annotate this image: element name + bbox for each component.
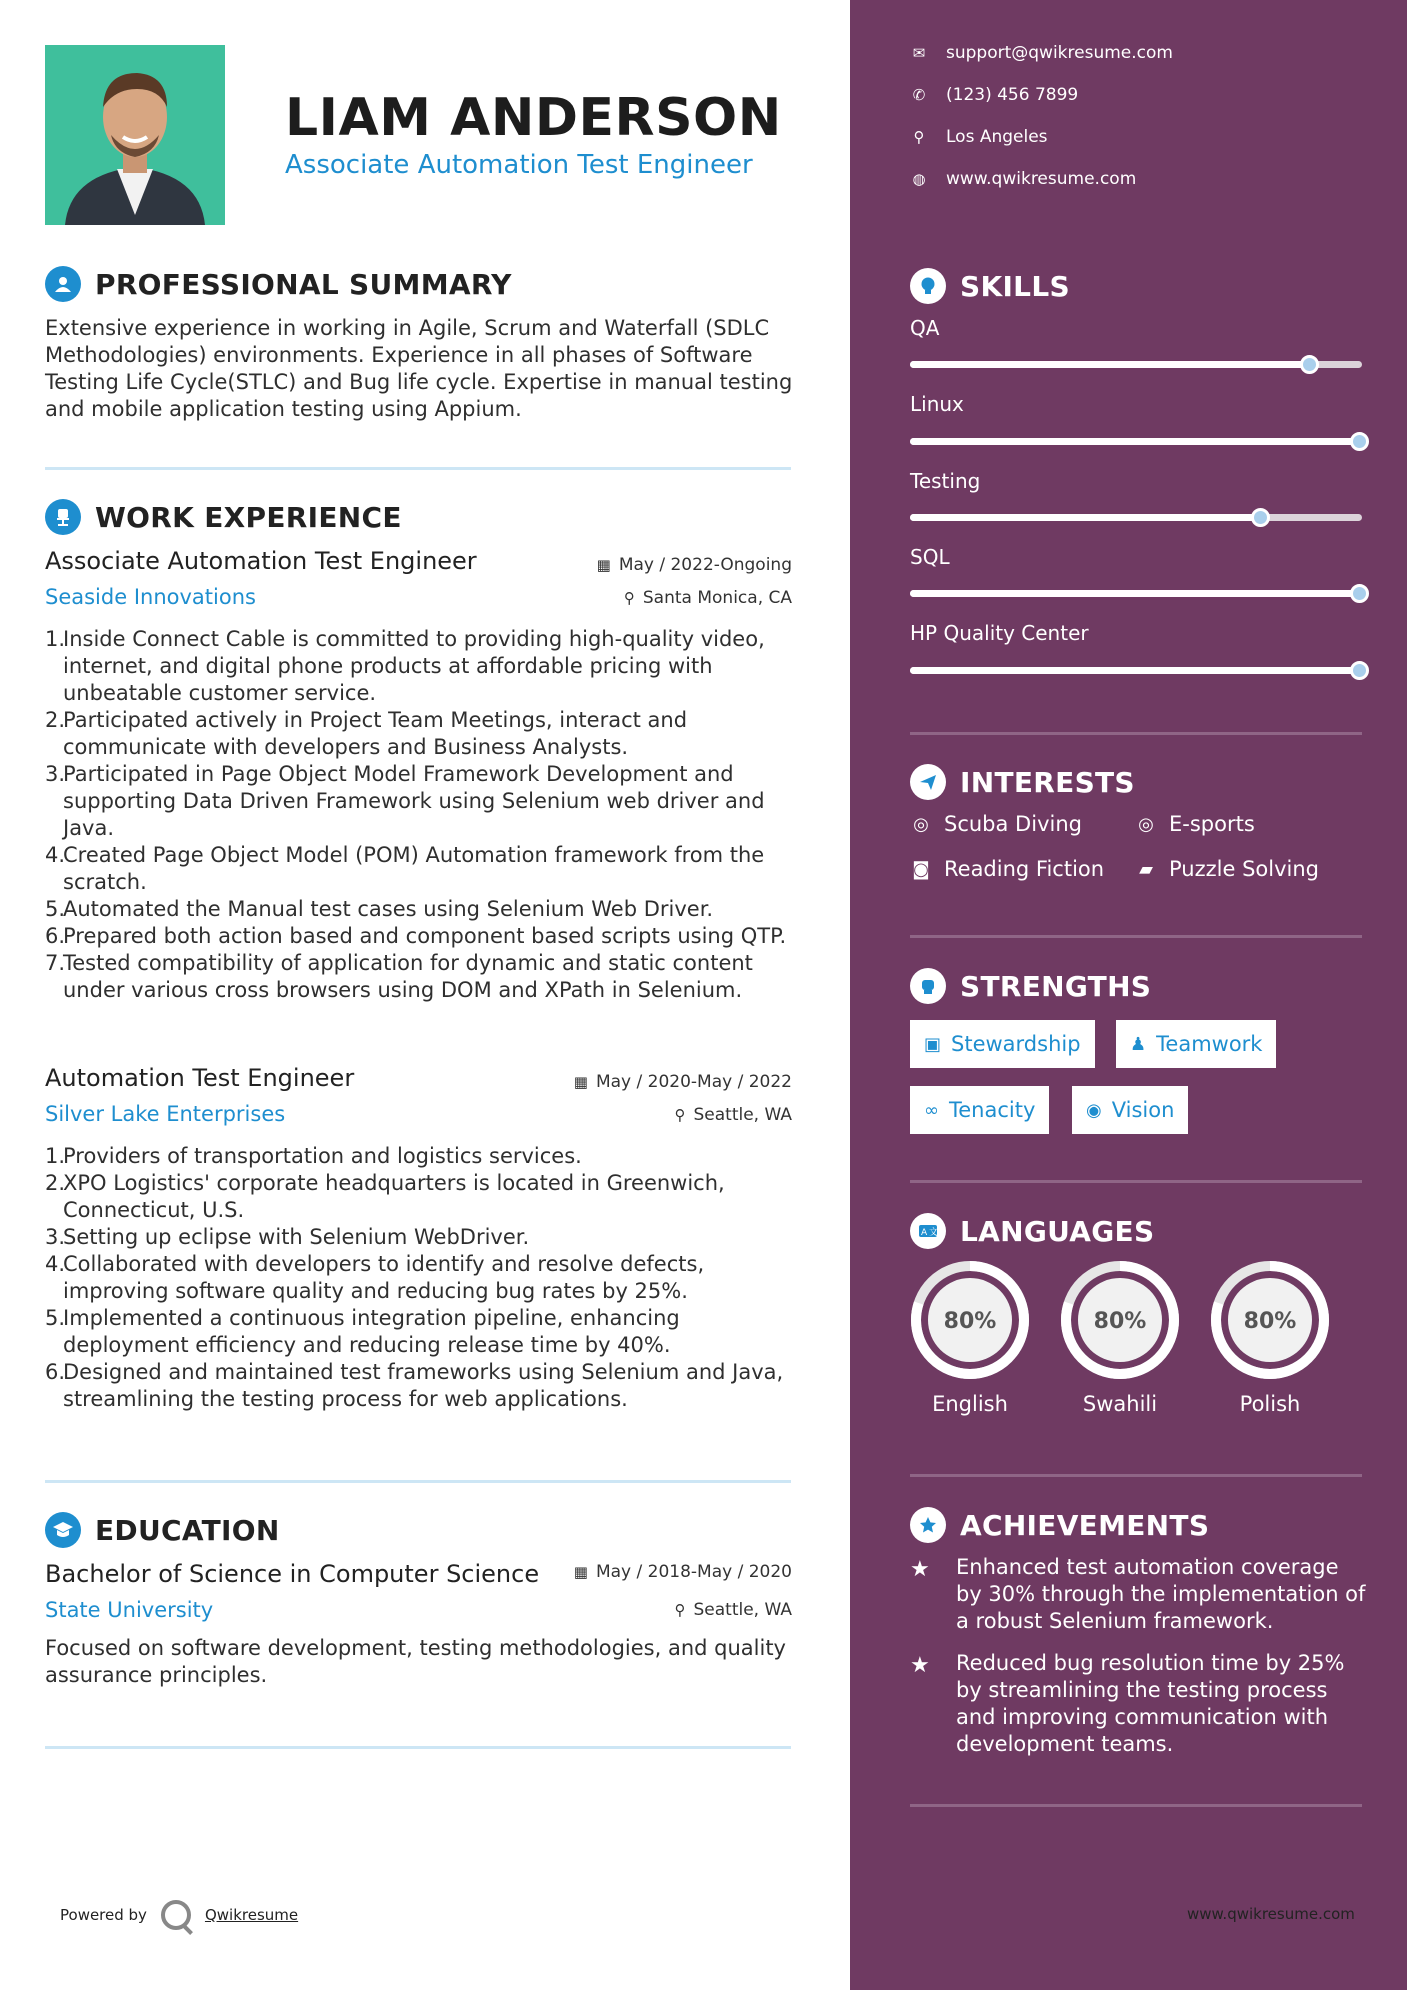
job-bullets bbox=[45, 1143, 805, 1413]
skills-heading bbox=[910, 268, 1070, 304]
candidate-role: Associate Automation Test Engineer bbox=[285, 150, 753, 180]
job-location bbox=[624, 588, 792, 608]
section-divider bbox=[45, 467, 791, 470]
language-label: Polish bbox=[1239, 1392, 1301, 1416]
language-ring bbox=[1210, 1260, 1330, 1380]
skill-label: Testing bbox=[910, 469, 981, 493]
list-item: 7. Tested compatibility of application for dynamic and static content under various cross browsers using DOM and XPath in Selenium. bbox=[45, 951, 753, 1002]
achievements-title: ACHIEVEMENTS bbox=[960, 1508, 1210, 1542]
gamepad-icon: ◙ bbox=[912, 858, 930, 880]
phone-icon: ✆ bbox=[912, 86, 926, 104]
briefcase-icon: ▣ bbox=[924, 1033, 942, 1055]
list-item: 1. Providers of transportation and logistics services. bbox=[45, 1144, 582, 1168]
skill-bar bbox=[910, 438, 1362, 445]
lightbulb-icon bbox=[910, 268, 946, 304]
company-name: Silver Lake Enterprises bbox=[45, 1102, 286, 1126]
qwikresume-logo-icon bbox=[161, 1900, 191, 1930]
job-location-text: Seattle, WA bbox=[693, 1105, 792, 1125]
skill-bar bbox=[910, 590, 1362, 597]
book-icon: ▰ bbox=[1139, 858, 1153, 880]
experience-heading bbox=[45, 499, 402, 535]
skill-bar-fill bbox=[910, 590, 1362, 597]
job-title: Associate Automation Test Engineer bbox=[45, 547, 477, 575]
graduation-cap-icon bbox=[45, 1512, 81, 1548]
interest-item: ▰ Puzzle Solving bbox=[1135, 857, 1319, 881]
section-divider bbox=[910, 1180, 1362, 1183]
job-date-text: May / 2020-May / 2022 bbox=[595, 1072, 792, 1092]
pin-icon: ⚲ bbox=[674, 1601, 686, 1619]
section-divider bbox=[910, 732, 1362, 735]
powered-by-label: Powered by bbox=[60, 1906, 147, 1924]
job-title: Automation Test Engineer bbox=[45, 1064, 355, 1092]
skill-bar-fill bbox=[910, 667, 1362, 674]
strength-tag: ◉ Vision bbox=[1072, 1086, 1188, 1134]
education-title: EDUCATION bbox=[95, 1513, 280, 1547]
interests-heading bbox=[910, 764, 1135, 800]
lifebuoy-icon: ◎ bbox=[913, 813, 929, 835]
interests-title: INTERESTS bbox=[960, 765, 1135, 799]
translate-icon bbox=[910, 1213, 946, 1249]
job-date-text: May / 2022-Ongoing bbox=[618, 555, 792, 575]
education-heading bbox=[45, 1512, 280, 1548]
achievements-heading bbox=[910, 1507, 1209, 1543]
svg-text:文: 文 bbox=[929, 1228, 938, 1238]
skill-bar bbox=[910, 361, 1362, 368]
language-label: English bbox=[932, 1392, 1008, 1416]
skills-title: SKILLS bbox=[960, 269, 1070, 303]
strength-tag: ▣ Stewardship bbox=[910, 1020, 1095, 1068]
interest-item: ◙ Reading Fiction bbox=[910, 857, 1104, 881]
education-date-text: May / 2018-May / 2020 bbox=[595, 1562, 792, 1582]
star-badge-icon bbox=[910, 1507, 946, 1543]
job-location-text: Santa Monica, CA bbox=[642, 588, 792, 608]
contact-email-text: support@qwikresume.com bbox=[946, 43, 1173, 63]
company-name: Seaside Innovations bbox=[45, 585, 256, 609]
list-item: 6. Designed and maintained test frameworks using Selenium and Java, streamlining the testing process for web applications. bbox=[45, 1360, 784, 1411]
skill-bar-knob bbox=[1350, 584, 1369, 603]
map-pin-icon: ⚲ bbox=[913, 128, 925, 146]
language-percent: 80% bbox=[1243, 1309, 1297, 1334]
achievement-item: ★ Enhanced test automation coverage by 30% through the implementation of a robust Selenium framework. bbox=[910, 1555, 1366, 1633]
summary-text: Extensive experience in working in Agile, Scrum and Waterfall (SDLC Methodologies) environments. Experience in all phases of Software Testing Life Cycle(STLC) and Bug life cycle. Expertise in manual testing and mobile application testing using Appium. bbox=[45, 316, 793, 421]
summary-heading bbox=[45, 266, 512, 302]
skill-bar-knob bbox=[1300, 355, 1319, 374]
list-item: 3. Setting up eclipse with Selenium WebDriver. bbox=[45, 1225, 530, 1249]
strengths-heading bbox=[910, 968, 1151, 1004]
contact-website-text: www.qwikresume.com bbox=[946, 169, 1137, 189]
candidate-name: LIAM ANDERSON bbox=[285, 88, 782, 148]
footer-url[interactable]: www.qwikresume.com bbox=[1187, 1905, 1355, 1923]
strength-tag: ♟ Teamwork bbox=[1116, 1020, 1276, 1068]
list-item: 6. Prepared both action based and component based scripts using QTP. bbox=[45, 924, 787, 948]
skill-bar-fill bbox=[910, 514, 1263, 521]
sidebar bbox=[850, 0, 1407, 1990]
job-location bbox=[675, 1105, 793, 1125]
brand-link[interactable]: Qwikresume bbox=[204, 1906, 299, 1924]
skill-label: QA bbox=[910, 316, 940, 340]
calendar-icon: ▦ bbox=[573, 1563, 588, 1581]
skill-bar-knob bbox=[1251, 508, 1270, 527]
language-ring bbox=[1060, 1260, 1180, 1380]
achievement-item: ★ Reduced bug resolution time by 25% by streamlining the testing process and improving communication with development teams. bbox=[910, 1651, 1345, 1756]
globe-icon: ◍ bbox=[912, 170, 926, 188]
lifebuoy-icon: ◎ bbox=[1138, 813, 1154, 835]
languages-title: LANGUAGES bbox=[960, 1214, 1155, 1248]
binoculars-icon: ◉ bbox=[1086, 1099, 1102, 1121]
section-divider bbox=[910, 1474, 1362, 1477]
interest-item: ◎ Scuba Diving bbox=[910, 812, 1082, 836]
paper-plane-icon bbox=[910, 764, 946, 800]
list-item: 5. Implemented a continuous integration pipeline, enhancing deployment efficiency and reducing release time by 40%. bbox=[45, 1306, 680, 1357]
list-item: 4. Created Page Object Model (POM) Automation framework from the scratch. bbox=[45, 843, 765, 894]
contact-website[interactable] bbox=[910, 169, 1136, 189]
degree-title: Bachelor of Science in Computer Science bbox=[45, 1560, 540, 1588]
envelope-icon: ✉ bbox=[912, 44, 926, 62]
list-item: 3. Participated in Page Object Model Framework Development and supporting Data Driven Framework using Selenium web driver and Java. bbox=[45, 762, 765, 840]
profile-photo bbox=[45, 45, 225, 225]
language-percent: 80% bbox=[1093, 1309, 1147, 1334]
contact-email[interactable] bbox=[910, 43, 1173, 63]
skill-label: SQL bbox=[910, 545, 950, 569]
pin-icon: ⚲ bbox=[623, 589, 635, 607]
strength-tag: ∞ Tenacity bbox=[910, 1086, 1049, 1134]
job-bullets bbox=[45, 626, 805, 1004]
star-icon: ★ bbox=[910, 1557, 930, 1582]
skill-bar-knob bbox=[1350, 661, 1369, 680]
language-label: Swahili bbox=[1082, 1392, 1158, 1416]
interest-item: ◎ E-sports bbox=[1135, 812, 1255, 836]
section-divider bbox=[45, 1746, 791, 1749]
list-item: 5. Automated the Manual test cases using Selenium Web Driver. bbox=[45, 897, 714, 921]
job-date bbox=[574, 1072, 792, 1092]
contact-location-text: Los Angeles bbox=[946, 127, 1048, 147]
skill-bar-fill bbox=[910, 361, 1312, 368]
language-ring bbox=[910, 1260, 1030, 1380]
skill-label: HP Quality Center bbox=[910, 621, 1089, 645]
education-location-text: Seattle, WA bbox=[693, 1600, 792, 1620]
skill-bar bbox=[910, 514, 1362, 521]
users-icon: ♟ bbox=[1130, 1033, 1147, 1055]
section-divider bbox=[910, 1804, 1362, 1807]
fist-icon bbox=[910, 968, 946, 1004]
skill-bar bbox=[910, 667, 1362, 674]
contact-phone[interactable] bbox=[910, 85, 1078, 105]
calendar-icon: ▦ bbox=[573, 1073, 588, 1091]
skill-bar-knob bbox=[1350, 432, 1369, 451]
calendar-icon: ▦ bbox=[596, 556, 611, 574]
list-item: 1. Inside Connect Cable is committed to providing high-quality video, internet, and digital phone products at affordable pricing with unbeatable customer service. bbox=[45, 627, 765, 705]
education-date bbox=[574, 1562, 792, 1582]
skill-label: Linux bbox=[910, 392, 964, 416]
education-location bbox=[675, 1600, 793, 1620]
experience-title: WORK EXPERIENCE bbox=[95, 500, 402, 534]
summary-title: PROFESSIONAL SUMMARY bbox=[95, 267, 512, 301]
star-icon: ★ bbox=[910, 1653, 930, 1678]
education-text: Focused on software development, testing methodologies, and quality assurance principles. bbox=[45, 1636, 786, 1687]
language-item bbox=[1060, 1260, 1180, 1416]
section-divider bbox=[910, 935, 1362, 938]
contact-location bbox=[910, 127, 1048, 147]
contact-phone-text: (123) 456 7899 bbox=[946, 85, 1079, 105]
footer-branding bbox=[60, 1900, 298, 1930]
list-item: 4. Collaborated with developers to identify and resolve defects, improving software quality and reducing bug rates by 25%. bbox=[45, 1252, 705, 1303]
list-item: 2. Participated actively in Project Team Meetings, interact and communicate with developers and Business Analysts. bbox=[45, 708, 688, 759]
pin-icon: ⚲ bbox=[674, 1106, 686, 1124]
language-percent: 80% bbox=[943, 1309, 997, 1334]
link-icon: ∞ bbox=[924, 1099, 939, 1121]
chair-icon bbox=[45, 499, 81, 535]
language-item bbox=[1210, 1260, 1330, 1416]
user-icon bbox=[45, 266, 81, 302]
list-item: 2. XPO Logistics' corporate headquarters is located in Greenwich, Connecticut, U.S. bbox=[45, 1171, 725, 1222]
languages-heading bbox=[910, 1213, 1154, 1249]
svg-text:A: A bbox=[921, 1228, 928, 1238]
skill-bar-fill bbox=[910, 438, 1362, 445]
job-date bbox=[597, 555, 792, 575]
section-divider bbox=[45, 1480, 791, 1483]
language-item bbox=[910, 1260, 1030, 1416]
school-name: State University bbox=[45, 1598, 214, 1622]
strengths-title: STRENGTHS bbox=[960, 969, 1152, 1003]
